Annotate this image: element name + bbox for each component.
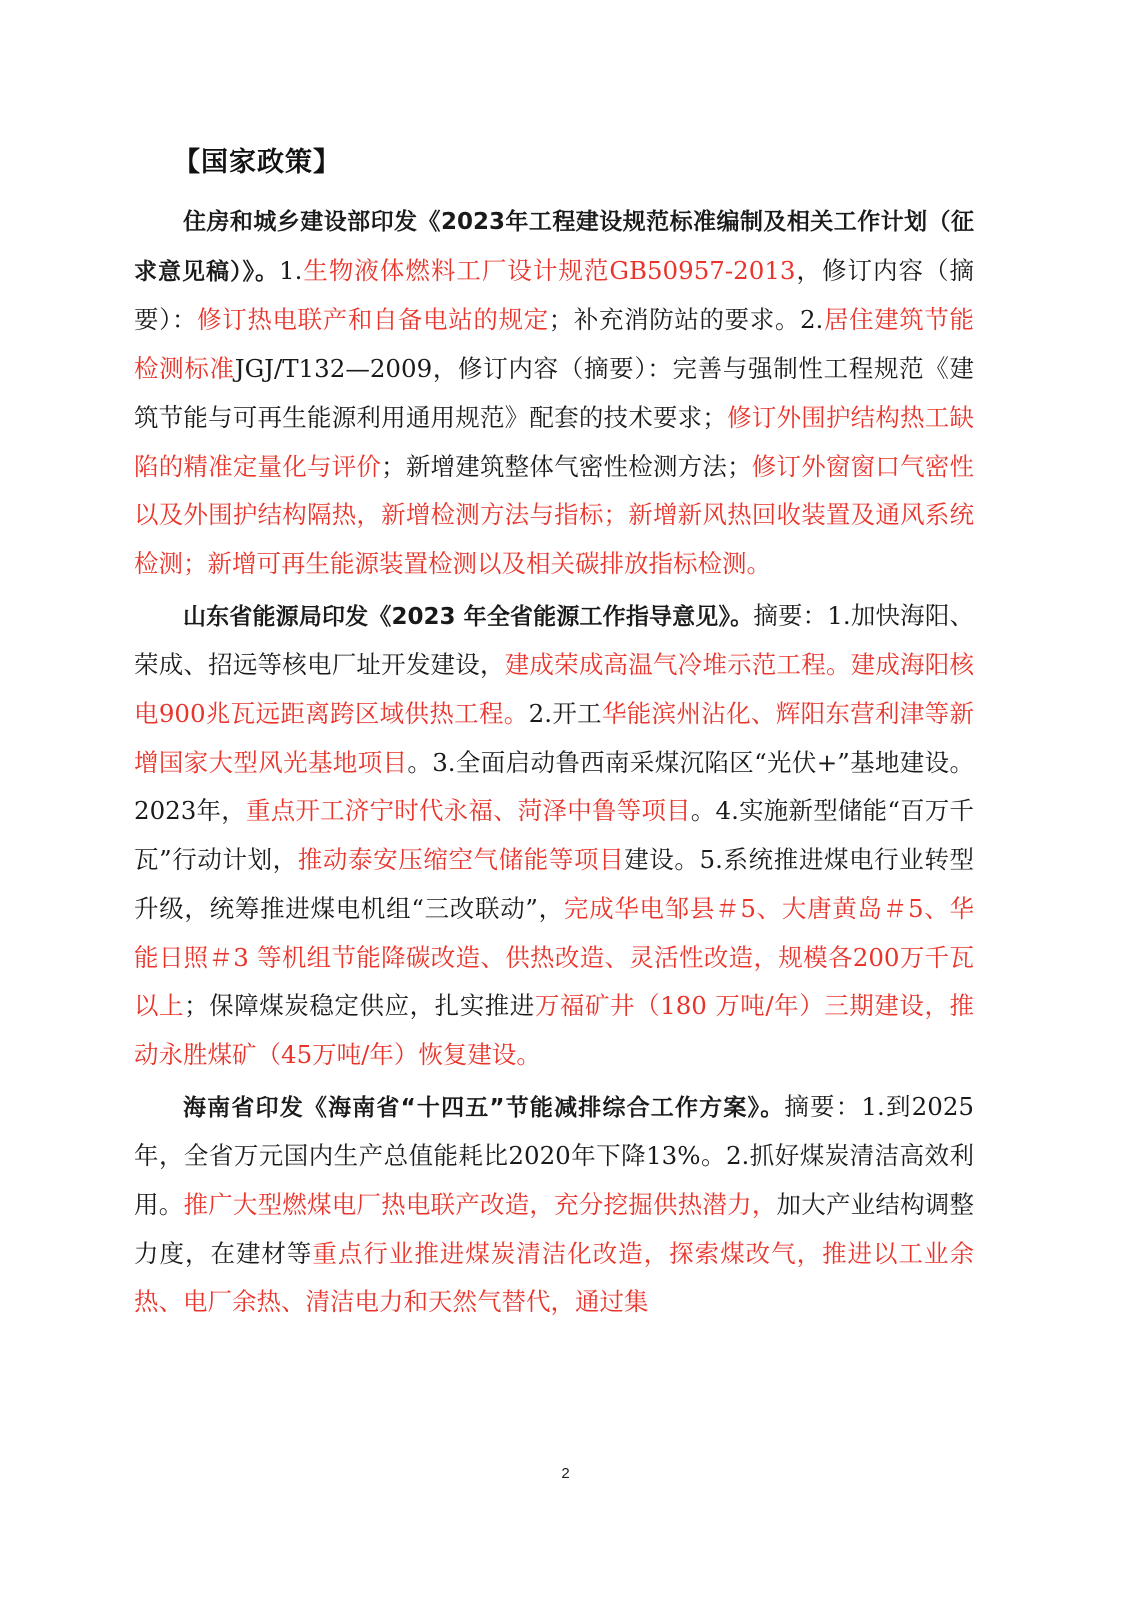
highlighted-text: 修订热电联产和自备电站的规定 bbox=[197, 305, 549, 335]
page-number: 2 bbox=[561, 1465, 570, 1482]
body-text: 1. bbox=[279, 255, 303, 285]
policy-paragraph-housing bbox=[134, 197, 974, 589]
body-text: 建设。5.系统推进煤电行业转型升级，统筹推进煤电机组“三改联动”， bbox=[134, 845, 975, 923]
highlighted-text: 修订外围护结构热工缺陷的精准定量化与评价 bbox=[134, 402, 975, 481]
body-text: 加大产业结构调整力度，在建材等 bbox=[134, 1190, 975, 1268]
body-text: ；新增建筑整体气密性检测方法； bbox=[381, 451, 752, 481]
highlighted-text: 修订外窗窗口气密性以及外围护结构隔热，新增检测方法与指标；新增新风热回收装置及通风系统检测；新增可再生能源装置检测以及相关碳排放指标检测。 bbox=[134, 451, 975, 578]
policy-paragraph-hainan bbox=[134, 1083, 974, 1328]
body-text: 2.开工 bbox=[528, 699, 602, 729]
body-text: 。3.全面启动鲁西南采煤沉陷区“光伏+”基地建设。2023年， bbox=[134, 747, 975, 826]
highlighted-text: 居住建筑节能检测标准 bbox=[134, 305, 975, 384]
policy-content bbox=[134, 197, 974, 1330]
highlighted-text: 华能滨州沾化、辉阳东营利津等新增国家大型风光基地项目 bbox=[134, 699, 975, 777]
policy-paragraph-shandong bbox=[134, 592, 974, 1080]
body-text: 摘要：1.加快海阳、荣成、招远等核电厂址开发建设， bbox=[134, 600, 975, 680]
policy-title: 住房和城乡建设部印发《2023年工程建设规范标准编制及相关工作计划（征求意见稿）》。 bbox=[134, 209, 974, 285]
body-text: 。4.实施新型储能“百万千瓦”行动计划， bbox=[134, 796, 974, 875]
highlighted-text: 推广大型燃煤电厂热电联产改造，充分挖掘供热潜力， bbox=[183, 1190, 777, 1220]
body-text: ；补充消防站的要求。2. bbox=[548, 305, 824, 335]
body-text: ，修订内容（摘要）： bbox=[134, 255, 975, 335]
highlighted-text: 完成华电邹县＃5、大唐黄岛＃5、华能日照＃3 等机组节能降碳改造、供热改造、灵活性改造，规模各200万千瓦以上 bbox=[134, 893, 974, 1021]
highlighted-text: 万福矿井（180 万吨/年）三期建设，推动永胜煤矿（45万吨/年）恢复建设。 bbox=[134, 991, 975, 1069]
highlighted-text: 重点开工济宁时代永福、菏泽中鲁等项目 bbox=[245, 796, 691, 826]
highlighted-text: 建成荣成高温气冷堆示范工程。建成海阳核电900兆瓦远距离跨区域供热工程。 bbox=[134, 650, 975, 729]
body-text: ；保障煤炭稳定供应，扎实推进 bbox=[184, 991, 535, 1021]
highlighted-text: 推动泰安压缩空气储能等项目 bbox=[297, 845, 625, 875]
body-text: JGJ/T132—2009，修订内容（摘要）：完善与强制性工程规范《建筑节能与可再生能源利用通用规范》配套的技术要求； bbox=[134, 354, 975, 432]
policy-title: 山东省能源局印发《2023 年全省能源工作指导意见》。 bbox=[183, 603, 754, 630]
section-title: 【国家政策】 bbox=[173, 147, 341, 178]
highlighted-text: 重点行业推进煤炭清洁化改造，探索煤改气，推进以工业余热、电厂余热、清洁电力和天然气替代，通过集 bbox=[134, 1238, 974, 1317]
highlighted-text: 生物液体燃料工厂设计规范GB50957-2013 bbox=[302, 255, 796, 285]
body-text: 摘要：1.到2025年，全省万元国内生产总值能耗比2020年下降13%。2.抓好煤炭清洁高效利用。 bbox=[134, 1091, 974, 1220]
policy-title: 海南省印发《海南省“十四五”节能减排综合工作方案》。 bbox=[183, 1094, 785, 1121]
